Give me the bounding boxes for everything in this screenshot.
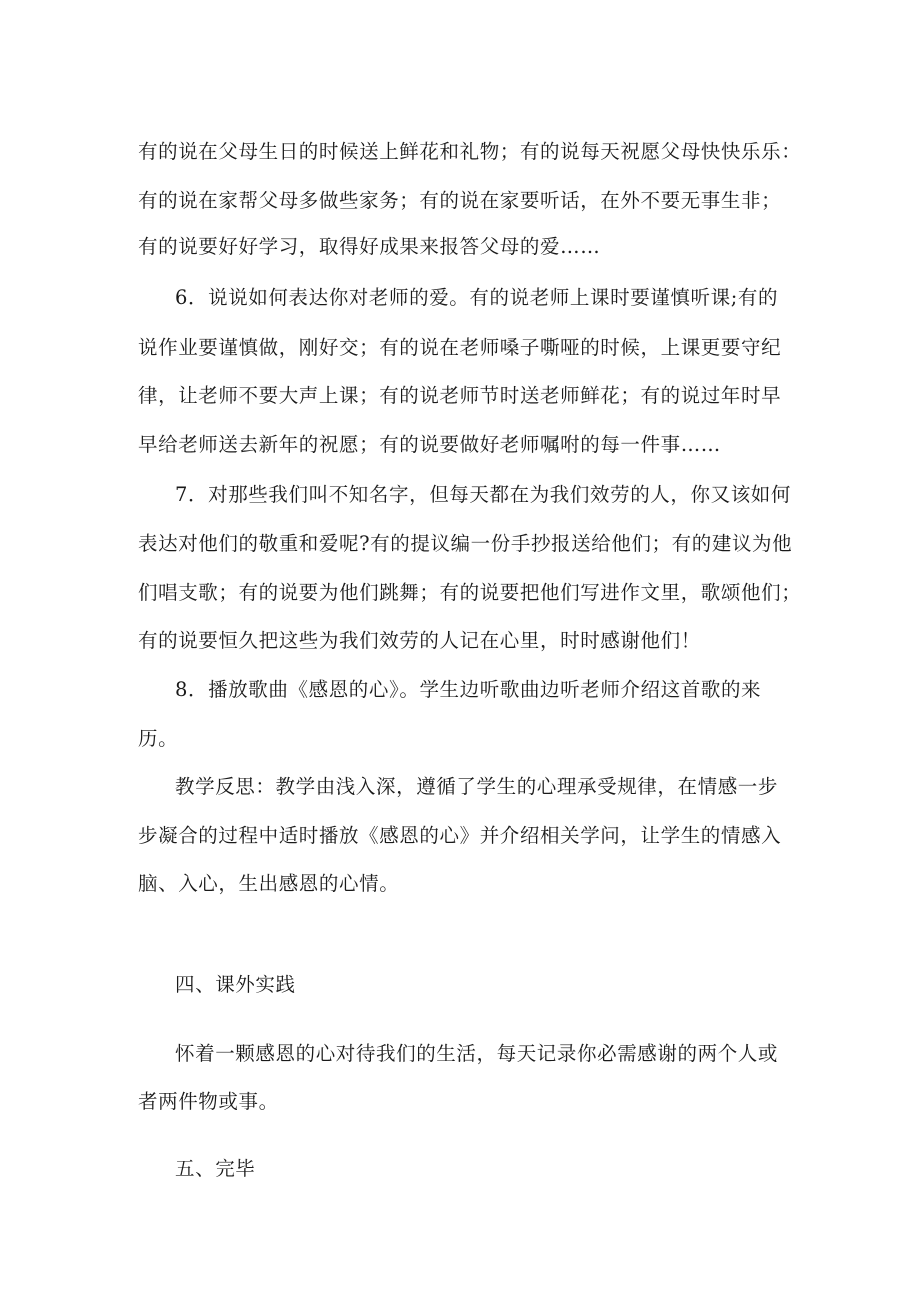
text-line: 7．对那些我们叫不知名字，但每天都在为我们效劳的人，你又该如何	[175, 483, 792, 506]
text-line: 说作业要谨慎做，刚好交；有的说在老师嗓子嘶哑的时候，上课更要守纪	[138, 336, 782, 359]
text-line: 有的说要恒久把这些为我们效劳的人记在心里，时时感谢他们！	[138, 629, 701, 652]
text-line: 律，让老师不要大声上课；有的说老师节时送老师鲜花；有的说过年时早	[138, 384, 782, 407]
text-line: 6．说说如何表达你对老师的爱。有的说老师上课时要谨慎听课;有的	[175, 286, 779, 309]
text-line: 表达对他们的敬重和爱呢?有的提议编一份手抄报送给他们；有的建议为他	[138, 532, 793, 555]
text-line: 者两件物或事。	[138, 1090, 279, 1113]
text-line: 们唱支歌；有的说要为他们跳舞；有的说要把他们写进作文里，歌颂他们；	[138, 581, 802, 604]
text-line: 脑、入心，生出感恩的心情。	[138, 872, 400, 895]
text-line: 有的说在父母生日的时候送上鲜花和礼物；有的说每天祝愿父母快快乐乐：	[138, 140, 802, 163]
text-line: 有的说要好好学习，取得好成果来报答父母的爱……	[138, 235, 601, 258]
text-line: 怀着一颗感恩的心对待我们的生活，每天记录你必需感谢的两个人或	[175, 1042, 779, 1065]
text-line: 教学反思：教学由浅入深，遵循了学生的心理承受规律，在情感一步	[175, 775, 779, 798]
text-line: 有的说在家帮父母多做些家务；有的说在家要听话，在外不要无事生非；	[138, 189, 782, 212]
section-heading: 五、完毕	[175, 1157, 256, 1180]
text-line: 早给老师送去新年的祝愿；有的说要做好老师嘱咐的每一件事……	[138, 433, 721, 456]
text-line: 步凝合的过程中适时播放《感恩的心》并介绍相关学问，让学生的情感入	[138, 824, 782, 847]
text-line: 8．播放歌曲《感恩的心》。学生边听歌曲边听老师介绍这首歌的来	[175, 678, 762, 701]
text-line: 历。	[138, 727, 179, 750]
section-heading: 四、课外实践	[175, 973, 296, 996]
